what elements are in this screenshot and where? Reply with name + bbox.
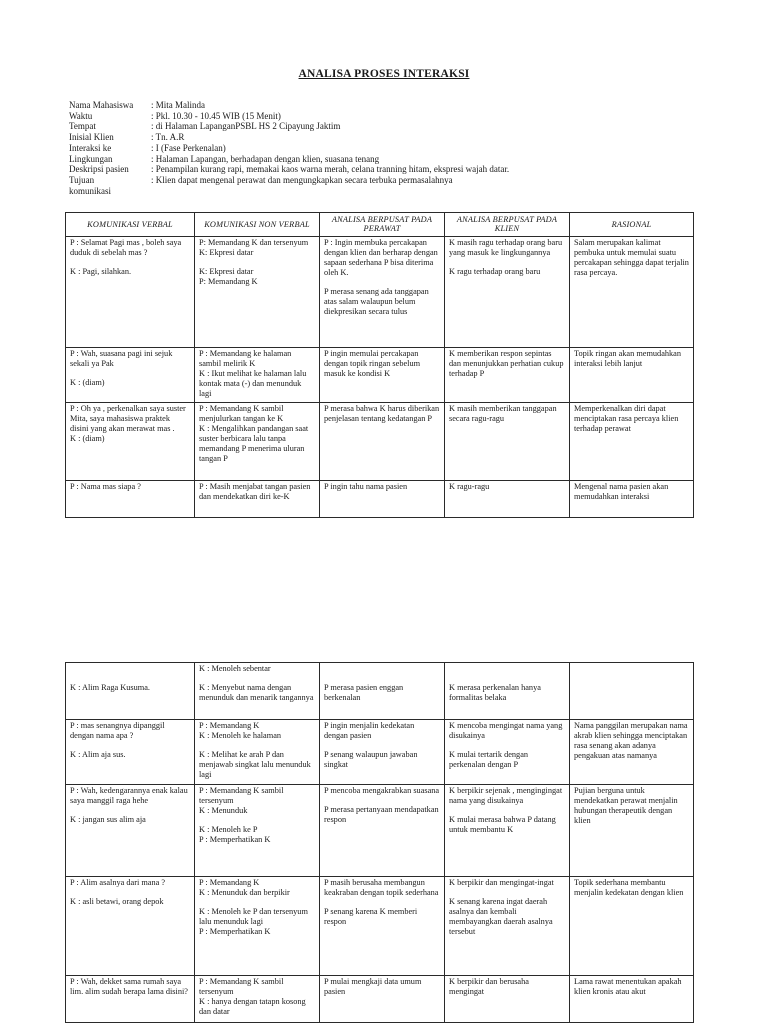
cell-text: K memberikan respon sepintas dan menunjukkan perhatian cukup terhadap P <box>449 349 564 378</box>
cell-text: P : Memperhatikan K <box>199 835 271 844</box>
info-label: Deskripsi pasien <box>69 164 129 175</box>
cell-text: P : mas senangnya dipanggil dengan nama apa ? <box>70 721 165 740</box>
cell-text: K merasa perkenalan hanya formalitas belaka <box>449 683 541 702</box>
info-value: : Pkl. 10.30 - 10.45 WIB (15 Menit) <box>151 110 281 121</box>
info-value: : Halaman Lapangan, berhadapan dengan klien, suasana tenang <box>151 153 380 164</box>
header-komunikasi-non-verbal: KOMUNIKASI NON VERBAL <box>195 213 320 237</box>
info-label: Waktu <box>69 110 93 121</box>
info-label: Nama Mahasiswa <box>69 100 134 110</box>
cell-text: K : Menoleh ke P dan tersenyum lalu menunduk lagi <box>199 907 308 926</box>
info-value: : Penampilan kurang rapi, memakai kaos warna merah, celana tranning hitam, ekspresi wajah datar. <box>151 164 510 175</box>
cell-text: K : Menoleh ke P <box>199 825 258 834</box>
table-row <box>66 877 694 976</box>
cell-text: K berpikir sejenak , mengingingat nama yang disukainya <box>449 786 563 805</box>
cell-text: P merasa pasien enggan berkenalan <box>324 683 404 702</box>
verbal-cell <box>66 403 195 481</box>
analisa-perawat-cell <box>320 976 445 1023</box>
cell-text: P : Nama mas siapa ? <box>70 482 141 491</box>
info-row <box>69 143 551 154</box>
cell-text: Mengenal nama pasien akan memudahkan interaksi <box>574 482 669 501</box>
cell-text: K ragu terhadap orang baru <box>449 267 541 276</box>
cell-text: P mulai mengkaji data umum pasien <box>324 977 422 996</box>
analisa-klien-cell <box>445 720 570 785</box>
cell-text: K senang karena ingat daerah asalnya dan kembali membayangkan daerah asalnya tersebut <box>449 897 553 936</box>
cell-text: P : Memandang K sambil tersenyum <box>199 977 284 996</box>
cell-text: K : Pagi, silahkan. <box>70 267 132 276</box>
page-title: ANALISA PROSES INTERAKSI <box>298 68 470 80</box>
info-label: Interaksi ke <box>69 142 112 153</box>
header-analisa-perawat: ANALISA BERPUSAT PADA PERAWAT <box>320 213 445 237</box>
verbal-cell <box>66 720 195 785</box>
rasional-cell <box>570 976 694 1023</box>
cell-text: P merasa senang ada tanggapan atas salam walaupun belum diekpresikan secara tulus <box>324 287 429 316</box>
analisa-perawat-cell <box>320 720 445 785</box>
non-verbal-cell <box>195 720 320 785</box>
table-row <box>66 481 694 518</box>
cell-text: K : Menoleh sebentar <box>199 664 271 673</box>
interaction-table-1 <box>65 212 694 518</box>
non-verbal-cell <box>195 785 320 877</box>
cell-text: K : jangan sus alim aja <box>70 815 146 824</box>
analisa-klien-cell <box>445 785 570 877</box>
table-row <box>66 237 694 348</box>
analisa-perawat-cell <box>320 785 445 877</box>
rasional-cell <box>570 877 694 976</box>
cell-text: K : asli betawi, orang depok <box>70 897 164 906</box>
cell-text: K: Ekpresi datar <box>199 267 254 276</box>
analisa-perawat-cell <box>320 237 445 348</box>
info-row <box>69 111 551 122</box>
info-value: : I (Fase Perkenalan) <box>151 142 226 153</box>
non-verbal-cell <box>195 403 320 481</box>
cell-text: P : Memandang K sambil tersenyum <box>199 786 284 805</box>
header-analisa-klien: ANALISA BERPUSAT PADA KLIEN <box>445 213 570 237</box>
non-verbal-cell <box>195 663 320 720</box>
cell-text: P ingin tahu nama pasien <box>324 482 408 491</box>
info-label: Inisial Klien <box>69 132 114 143</box>
header-komunikasi-verbal: KOMUNIKASI VERBAL <box>66 213 195 237</box>
cell-text: Nama panggilan merupakan nama akrab klien sehingga menciptakan rasa senang akan adanya pengakuan atas namanya <box>574 721 688 760</box>
analisa-klien-cell <box>445 877 570 976</box>
analisa-klien-cell <box>445 403 570 481</box>
analisa-klien-cell <box>445 237 570 348</box>
analisa-perawat-cell <box>320 403 445 481</box>
cell-text: P : Memperhatikan K <box>199 927 271 936</box>
cell-text: P : Selamat Pagi mas , boleh saya duduk di sebelah mas ? <box>70 238 182 257</box>
cell-text: P ingin memulai percakapan dengan topik ringan sebelum masuk ke kondisi K <box>324 349 421 378</box>
rasional-cell <box>570 237 694 348</box>
cell-text: Memperkenalkan diri dapat menciptakan rasa percaya klien terhadap perawat <box>574 404 679 433</box>
header-rasional: RASIONAL <box>570 213 694 237</box>
rasional-cell <box>570 481 694 518</box>
analisa-klien-cell <box>445 663 570 720</box>
table-row <box>66 720 694 785</box>
analisa-perawat-cell <box>320 348 445 403</box>
cell-text: K : Menunduk dan berpikir <box>199 888 290 897</box>
cell-text: K: Ekpresi datar <box>199 248 254 257</box>
table-row <box>66 976 694 1023</box>
info-label: Lingkungan <box>69 153 113 164</box>
rasional-cell <box>570 348 694 403</box>
analisa-klien-cell <box>445 481 570 518</box>
cell-text: P : Memandang K <box>199 878 260 887</box>
cell-text: P mencoba mengakrabkan suasana <box>324 786 440 795</box>
info-label: Tujuan <box>69 174 95 185</box>
cell-text: Salam merupakan kalimat pembuka untuk memulai suatu percakapan sehingga dapat terjalin rasa percaya. <box>574 238 689 277</box>
analisa-klien-cell <box>445 348 570 403</box>
info-value: : Tn. A.R <box>151 132 185 143</box>
cell-text: K : Menyebut nama dengan menunduk dan menarik tangannya <box>199 683 314 702</box>
cell-text: P senang walaupun jawaban singkat <box>324 750 418 769</box>
cell-text: Lama rawat menentukan apakah klien kronis atau akut <box>574 977 682 996</box>
cell-text: K berpikir dan mengingat-ingat <box>449 878 554 887</box>
cell-text: P : Masih menjabat tangan pasien dan mendekatkan diri ke-K <box>199 482 311 501</box>
cell-text: Pujian berguna untuk mendekatkan perawat menjalin hubungan therapeutik dengan klien <box>574 786 678 825</box>
non-verbal-cell <box>195 348 320 403</box>
info-value: : Mita Malinda <box>151 100 205 110</box>
cell-text: K mulai tertarik dengan perkenalan dengan P <box>449 750 529 769</box>
cell-text: K ragu-ragu <box>449 482 490 491</box>
info-value: : di Halaman LapanganPSBL HS 2 Cipayung Jaktim <box>151 121 341 132</box>
verbal-cell <box>66 877 195 976</box>
rasional-cell <box>570 663 694 720</box>
non-verbal-cell <box>195 877 320 976</box>
verbal-cell <box>66 348 195 403</box>
cell-text: P merasa pertanyaan mendapatkan respon <box>324 805 439 824</box>
cell-text: P : Wah, suasana pagi ini sejuk sekali ya Pak <box>70 349 173 368</box>
cell-text: K : Alim Raga Kusuma. <box>70 683 150 692</box>
cell-text: K mencoba mengingat nama yang disukainya <box>449 721 563 740</box>
cell-text: K : Menunduk <box>199 806 248 815</box>
table-header-row <box>66 213 694 237</box>
cell-text: P senang karena K memberi respon <box>324 907 418 926</box>
table-row <box>66 663 694 720</box>
cell-text: P : Memandang K <box>199 721 260 730</box>
info-value <box>151 186 551 197</box>
cell-text: Topik ringan akan memudahkan interaksi lebih lanjut <box>574 349 682 368</box>
info-row <box>69 154 551 165</box>
info-row <box>69 132 551 143</box>
info-value: : Klien dapat mengenal perawat dan mengungkapkan secara terbuka permasalahnya <box>151 174 453 185</box>
cell-text: P : Wah, kedengarannya enak kalau saya manggil raga hehe <box>70 786 188 805</box>
verbal-cell <box>66 785 195 877</box>
cell-text: P : Ingin membuka percakapan dengan klien dan berharap dengan sapaan sederhana P bisa diterima oleh K. <box>324 238 438 277</box>
analisa-klien-cell <box>445 976 570 1023</box>
cell-text: Topik sederhana membantu menjalin kedekatan dengan klien <box>574 878 684 897</box>
cell-text: K : Mengalihkan pandangan saat suster berbicara lalu tanpa memandang P menerima uluran tangan P <box>199 424 309 463</box>
table-row <box>66 403 694 481</box>
table-row <box>66 348 694 403</box>
info-row <box>69 175 551 186</box>
verbal-cell <box>66 663 195 720</box>
cell-text: P : Memandang K sambil menjulurkan tangan ke K <box>199 404 284 423</box>
cell-text: P ingin menjalin kedekatan dengan pasien <box>324 721 415 740</box>
interaction-table-2 <box>65 662 694 1023</box>
cell-text: K : Ikut melihat ke halaman lalu kontak mata (-) dan menunduk lagi <box>199 369 307 398</box>
cell-text: P : Wah, dekket sama rumah saya lim. alim sudah berapa lama disini? <box>70 977 188 996</box>
non-verbal-cell <box>195 237 320 348</box>
cell-text: P masih berusaha membangun keakraban dengan topik sederhana <box>324 878 439 897</box>
cell-text: P : Alim asalnya dari mana ? <box>70 878 166 887</box>
cell-text: P : Memandang ke halaman sambil melirik K <box>199 349 292 368</box>
cell-text: K berpikir dan berusaha mengingat <box>449 977 529 996</box>
cell-text: K masih memberikan tanggapan secara ragu-ragu <box>449 404 557 423</box>
rasional-cell <box>570 403 694 481</box>
table-row <box>66 785 694 877</box>
non-verbal-cell <box>195 976 320 1023</box>
cell-text: P: Memandang K dan tersenyum <box>199 238 309 247</box>
cell-text: P merasa bahwa K harus diberikan penjelasan tentang kedatangan P <box>324 404 440 423</box>
cell-text: K : Melihat ke arah P dan menjawab singkat lalu menunduk lagi <box>199 750 311 779</box>
info-label: Tempat <box>69 121 96 132</box>
verbal-cell <box>66 976 195 1023</box>
non-verbal-cell <box>195 481 320 518</box>
info-label: komunikasi <box>69 185 111 196</box>
cell-text: K masih ragu terhadap orang baru yang masuk ke lingkungannya <box>449 238 563 257</box>
rasional-cell <box>570 720 694 785</box>
cell-text: K : Alim aja sus. <box>70 750 126 759</box>
cell-text: P : Oh ya , perkenalkan saya suster Mita, saya mahasiswa praktek disini yang akan merawat mas . <box>70 404 186 433</box>
identity-block <box>69 100 551 196</box>
verbal-cell <box>66 237 195 348</box>
rasional-cell <box>570 785 694 877</box>
analisa-perawat-cell <box>320 877 445 976</box>
cell-text: P: Memandang K <box>199 277 258 286</box>
cell-text: K : (diam) <box>70 378 105 387</box>
analisa-perawat-cell <box>320 663 445 720</box>
info-row <box>69 100 551 111</box>
cell-text: K : Menoleh ke halaman <box>199 731 282 740</box>
cell-text: K mulai merasa bahwa P datang untuk membantu K <box>449 815 556 834</box>
cell-text: K : hanya dengan tatapn kosong dan datar <box>199 997 306 1016</box>
info-row <box>69 164 551 175</box>
cell-text: K : (diam) <box>70 434 105 443</box>
info-row <box>69 121 551 132</box>
analisa-perawat-cell <box>320 481 445 518</box>
verbal-cell <box>66 481 195 518</box>
info-row <box>69 186 551 197</box>
